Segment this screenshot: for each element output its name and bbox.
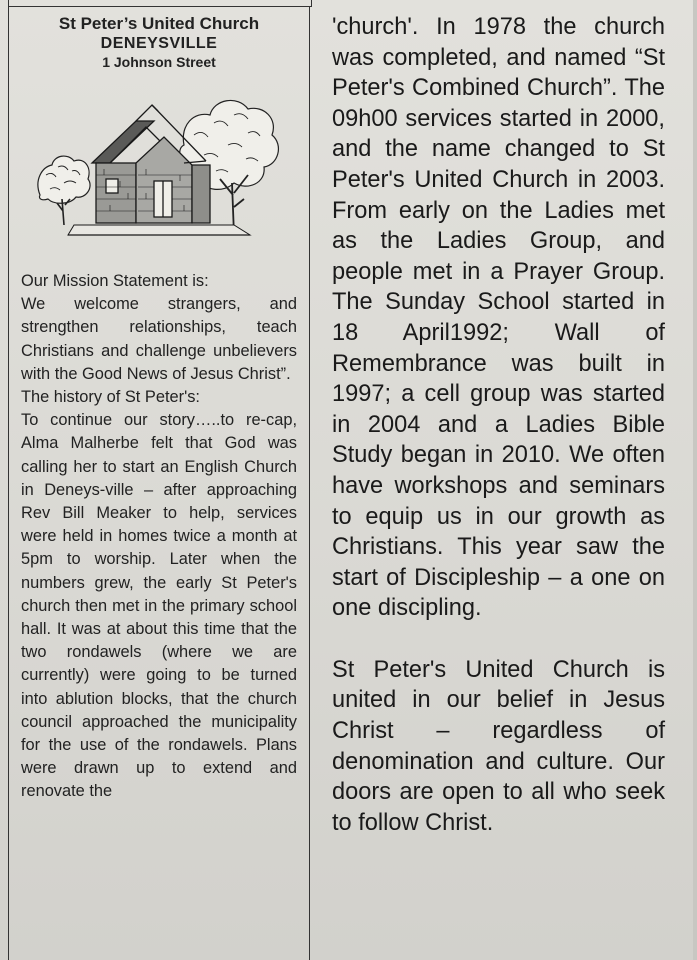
church-address: 1 Johnson Street bbox=[102, 54, 216, 70]
church-header bbox=[9, 14, 309, 71]
page-right-edge bbox=[693, 0, 697, 960]
mission-heading: Our Mission Statement is: bbox=[21, 272, 209, 290]
closing-paragraph: St Peter's United Church is united in our belief in Jesus Christ – regardless of denomination and culture. Our doors are open to all who seek to follow Christ. bbox=[332, 656, 665, 836]
left-tree-drawing bbox=[38, 156, 90, 225]
church-name: St Peter’s United Church bbox=[58, 14, 260, 33]
left-column bbox=[8, 6, 310, 960]
mission-text: We welcome strangers, and strengthen relationships, teach Christians and challenge unbelievers with the Good News of Jesus Christ”. bbox=[21, 295, 297, 383]
church-illustration bbox=[34, 75, 284, 250]
left-article-text bbox=[21, 270, 297, 804]
church-town: DENEYSVILLE bbox=[100, 35, 218, 52]
history-continued-paragraph: 'church'. In 1978 the church was completed, and named “St Peter's Combined Church”. The 09h00 services started in 2000, and the name changed to St Peter's United Church in 2003. From early on the Ladies met as the Ladies Group, and people met in a Prayer Group. The Sunday School started in 18 April1992; Wall of Remembrance was built in 1997; a cell group was started in 2004 and a Ladies Bible Study began in 2010. We often have workshops and seminars to equip us in our growth as Christians. This year saw the start of Discipleship – a one on one discipling. bbox=[332, 14, 665, 622]
history-heading: The history of St Peter's: bbox=[21, 388, 200, 407]
history-text: To continue our story…..to re-cap, Alma Malherbe felt that God was calling her to start an English Church in Deneys-ville – after approaching Rev Bill Meaker to help, services were held in homes twice a month at 5pm to worship. Later when the numbers grew, the early St Peter's church then met in the primary school hall. It was at about this time that the two rondawels (where we are currently) were going to be turned into ablution blocks, that the church council approached the municipality for the use of the rondawels. Plans were drawn up to extend and renovate the bbox=[21, 411, 297, 801]
right-column bbox=[332, 12, 665, 838]
